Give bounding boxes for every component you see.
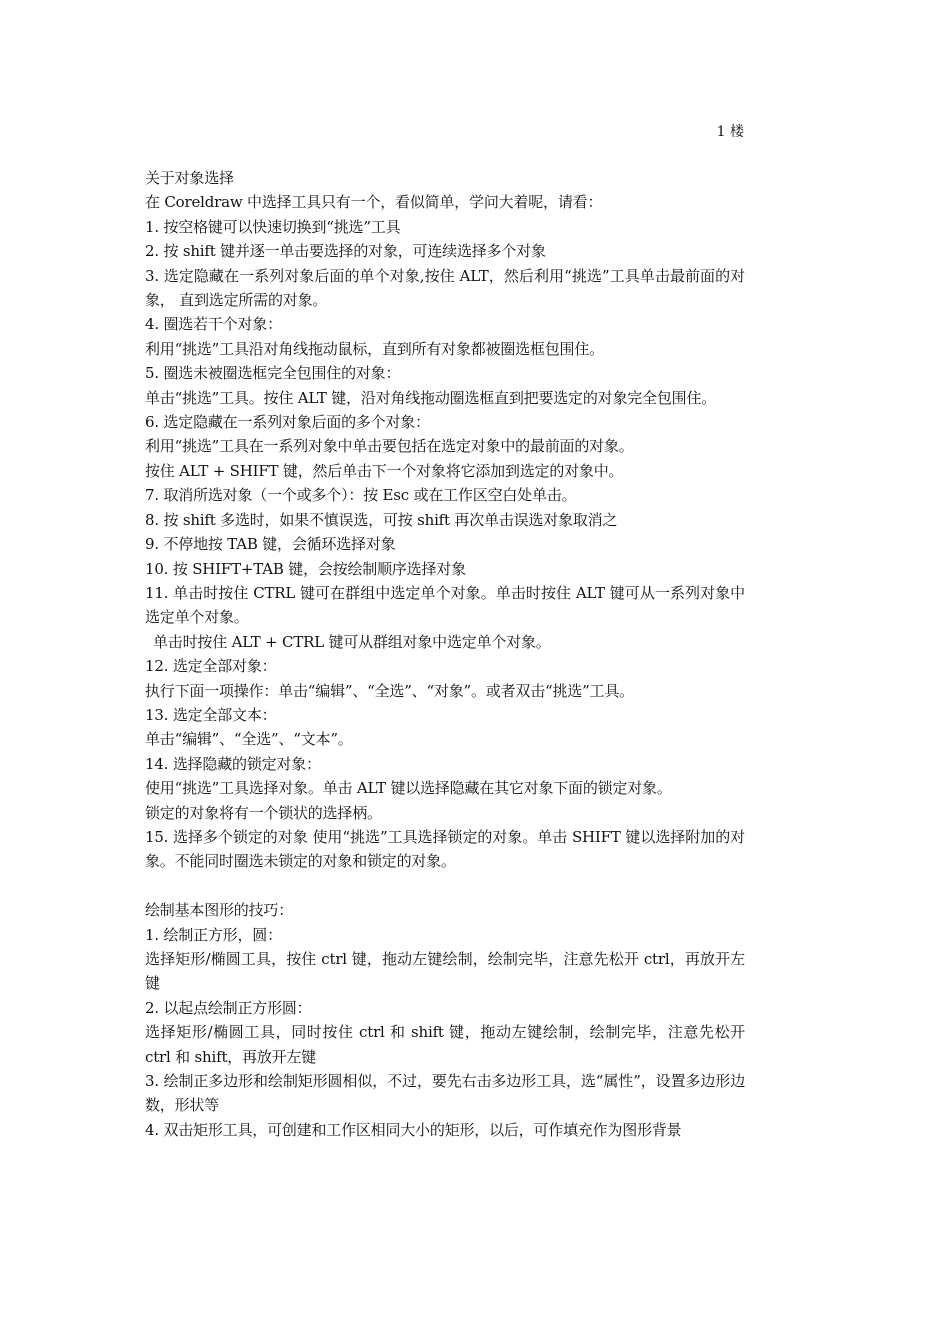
tip-item-6-body-1: 利用“挑选”工具在一系列对象中单击要包括在选定对象中的最前面的对象。 (145, 437, 634, 456)
tip-item-13-heading: 13. 选定全部文本： (145, 705, 277, 724)
tip-item-2: 2. 按 shift 键并逐一单击要选择的对象，可连续选择多个对象 (145, 242, 546, 261)
tip-item-1: 1. 按空格键可以快速切换到“挑选”工具 (145, 217, 401, 236)
floor-label: 1 楼 (716, 124, 744, 140)
tip-item-9: 9. 不停地按 TAB 键，会循环选择对象 (145, 535, 396, 554)
tip-item-11: 11. 单击时按住 CTRL 键可在群组中选定单个对象。单击时按住 ALT 键可从一系列对象中选定单个对象。 (145, 583, 745, 627)
tip-item-14-body-2: 锁定的对象将有一个锁状的选择柄。 (145, 803, 382, 822)
tip-item-8: 8. 按 shift 多选时，如果不慎误选，可按 shift 再次单击误选对象取消之 (145, 510, 618, 529)
tip-item-12-body: 执行下面一项操作：单击“编辑”、“全选”、“对象”。或者双击“挑选”工具。 (145, 681, 634, 700)
document-body (145, 166, 750, 1142)
shape-tip-4: 4. 双击矩形工具，可创建和工作区相同大小的矩形，以后，可作填充作为图形背景 (145, 1120, 682, 1139)
shape-tip-1-heading: 1. 绘制正方形，圆： (145, 925, 282, 944)
shape-tip-2-heading: 2. 以起点绘制正方形圆： (145, 998, 312, 1017)
tip-item-10: 10. 按 SHIFT+TAB 键，会按绘制顺序选择对象 (145, 559, 466, 578)
shape-tip-3: 3. 绘制正多边形和绘制矩形圆相似，不过，要先右击多边形工具，选“属性”，设置多边形边数，形状等 (145, 1072, 745, 1115)
shape-tip-2-body: 选择矩形/椭圆工具，同时按住 ctrl 和 shift 键，拖动左键绘制，绘制完毕，注意先松开 ctrl 和 shift，再放开左键 (145, 1023, 750, 1066)
tip-item-3: 3. 选定隐藏在一系列对象后面的单个对象,按住 ALT，然后利用“挑选”工具单击最前面的对象， 直到选定所需的对象。 (145, 266, 745, 310)
tip-item-12-heading: 12. 选定全部对象： (145, 657, 277, 676)
tip-item-5-heading: 5. 圈选未被圈选框完全包围住的对象： (145, 364, 401, 383)
section-title-basic-shapes: 绘制基本图形的技巧： (145, 901, 294, 920)
tip-item-6-heading: 6. 选定隐藏在一系列对象后面的多个对象： (145, 413, 430, 432)
tip-item-14-heading: 14. 选择隐藏的锁定对象： (145, 754, 321, 773)
tip-item-14-body-1: 使用“挑选”工具选择对象。单击 ALT 键以选择隐藏在其它对象下面的锁定对象。 (145, 779, 672, 798)
tip-item-15: 15. 选择多个锁定的对象 使用“挑选”工具选择锁定的对象。单击 SHIFT 键以选择附加的对象。不能同时圈选未锁定的对象和锁定的对象。 (145, 827, 745, 871)
tip-item-4-heading: 4. 圈选若干个对象： (145, 315, 282, 334)
tip-item-5-body: 单击“挑选”工具。按住 ALT 键，沿对角线拖动圈选框直到把要选定的对象完全包围住。 (145, 388, 717, 407)
tip-item-7: 7. 取消所选对象（一个或多个）：按 Esc 或在工作区空白处单击。 (145, 486, 577, 505)
tip-item-13-body: 单击“编辑”、“全选”、“文本”。 (145, 730, 353, 749)
section-title-object-selection: 关于对象选择 (145, 169, 234, 187)
shape-tip-1-body: 选择矩形/椭圆工具，按住 ctrl 键，拖动左键绘制，绘制完毕，注意先松开 ctrl，再放开左键 (145, 949, 745, 993)
tip-item-4-body: 利用“挑选”工具沿对角线拖动鼠标，直到所有对象都被圈选框包围住。 (145, 339, 604, 358)
section-intro: 在 Coreldraw 中选择工具只有一个，看似简单，学问大着呢，请看： (145, 193, 603, 212)
tip-item-6-body-2: 按住 ALT + SHIFT 键，然后单击下一个对象将它添加到选定的对象中。 (145, 461, 624, 480)
section-spacer (145, 874, 745, 898)
tip-item-11-continued: 单击时按住 ALT + CTRL 键可从群组对象中选定单个对象。 (153, 632, 551, 651)
